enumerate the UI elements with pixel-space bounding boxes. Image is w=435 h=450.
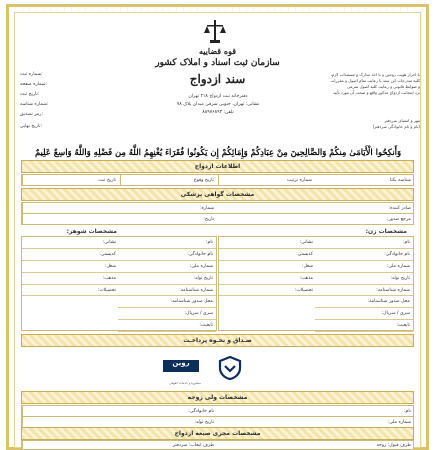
org-line1: قوه قضاییه: [198, 46, 237, 56]
field-label: محل صدور شناسنامه:: [367, 299, 410, 305]
notice-line: (نام و نام خانوادگی سردفتر): [372, 124, 420, 129]
notice-line: مهر و امضای سردفتر: [384, 118, 420, 123]
reg-date-field[interactable]: تاریخ ثبت: [98, 178, 116, 183]
notice-line: با احراز هویت زوجین و با اخذ مدارک و مستندات لازم،: [330, 72, 420, 77]
dowry-band: [21, 334, 414, 347]
field-label: کدپستی:: [296, 251, 313, 257]
wife-field[interactable]: [315, 320, 413, 332]
wife-field[interactable]: [219, 237, 316, 249]
serial-field[interactable]: شماره ترتیب: [287, 178, 312, 183]
field-label: سری / سریال:: [184, 311, 213, 317]
field-label: کدپستی:: [99, 251, 116, 257]
guardian-lastname-field[interactable]: نام خانوادگی:: [188, 409, 214, 414]
wife-field[interactable]: [315, 285, 413, 297]
wife-field[interactable]: [219, 249, 316, 261]
field-label: شماره ملی:: [189, 263, 213, 269]
wife-fields: [218, 236, 414, 331]
husband-field[interactable]: [22, 273, 119, 285]
emblem-icon: [203, 18, 227, 46]
field-label: شغل:: [301, 263, 313, 269]
wife-field[interactable]: [219, 273, 316, 285]
tracking-label: رمز تصدیق:: [20, 112, 44, 117]
medical-date-field[interactable]: تاریخ:: [203, 217, 214, 222]
page-no-label: شماره صفحه:: [20, 82, 48, 87]
field-label: تاریخ تولد:: [193, 275, 213, 281]
national-code-label: شماره شناسه:: [20, 102, 49, 107]
wife-field[interactable]: [315, 296, 413, 308]
notice-line: و ضوابط قانونی و رعایت کلیه اصول شرعی: [347, 84, 420, 89]
wife-field[interactable]: [315, 261, 413, 273]
husband-field[interactable]: [118, 249, 216, 261]
field-label: تحصیلات:: [294, 287, 313, 293]
field-label: نام خانوادگی:: [384, 251, 410, 257]
husband-field[interactable]: [22, 261, 119, 273]
husband-field[interactable]: [22, 285, 119, 297]
medical-issuer-field[interactable]: صادر کننده:: [388, 206, 411, 211]
officiant-row: [21, 440, 414, 450]
field-label: مذهب:: [299, 275, 313, 281]
field-label: نام:: [205, 240, 213, 245]
medical-band: [21, 188, 414, 201]
office-phone: تلفن: ۸۸۹۷۶۸۹۳: [202, 110, 234, 115]
field-label: نشانی:: [299, 240, 313, 245]
quran-verse: وَأَنكِحُوا الْأَيَامَىٰ مِنكُمْ وَالصَّالِحِينَ مِنْ عِبَادِكُمْ وَإِمَائِكُمْ إِن يَكُونُوا فُقَرَاءَ يُغْنِهِمُ اللَّهُ مِن فَضْلِهِ وَاللَّهُ وَاسِعٌ عَلِيمٌ: [34, 147, 402, 157]
guardian-birthdate-field[interactable]: تاریخ تولد:: [194, 420, 214, 425]
wife-guardian-title: مشخصات ولی زوجه: [187, 394, 248, 401]
wife-field[interactable]: [219, 285, 316, 297]
marriage-info-title: اطلاعات ازدواج: [194, 163, 241, 170]
notice-line: کلیه مندرجات این سند با رعایت تمام اصول و مقررات: [330, 78, 420, 83]
field-label: محل صدور شناسنامه:: [170, 299, 213, 305]
husband-field[interactable]: [118, 308, 216, 320]
officiant-title: مشخصات مجری صیغه ازدواج: [174, 430, 261, 437]
field-label: شماره شناسنامه:: [179, 287, 213, 293]
husband-fields: [21, 236, 217, 331]
medical-row-2: [21, 213, 414, 225]
field-label: شماره ملی:: [386, 263, 410, 269]
husband-field[interactable]: [118, 261, 216, 273]
wife-field[interactable]: [315, 273, 413, 285]
officiant-left-field[interactable]: طرف ایجاب: سردفتر: [172, 443, 214, 448]
medical-title: مشخصات گواهی پزشکی: [180, 191, 255, 198]
field-label: نام:: [402, 240, 410, 245]
date-label: تاریخ ثبت:: [20, 92, 40, 97]
field-label: نشانی:: [102, 240, 116, 245]
logo-name: روین: [172, 359, 190, 367]
office-name: دفترخانه ثبت ازدواج ۲۱۸ تهران: [188, 94, 248, 99]
marriage-date-field[interactable]: تاریخ وقوع: [193, 178, 214, 183]
medical-ref-field[interactable]: مرجع صدور:: [386, 217, 411, 222]
marriage-info-band: [21, 160, 414, 173]
husband-field[interactable]: [118, 273, 216, 285]
husband-heading: مشخصات شوهر:: [66, 228, 117, 235]
field-label: تاریخ تولد:: [390, 275, 410, 281]
guardian-name-field[interactable]: نام:: [403, 409, 411, 414]
medical-number-field[interactable]: شماره:: [199, 206, 214, 211]
field-label: تحصیلات:: [97, 287, 116, 293]
field-label: شماره شناسنامه:: [376, 287, 410, 293]
wife-field[interactable]: [315, 249, 413, 261]
document-title: سند ازدواج: [189, 72, 246, 86]
wife-field[interactable]: [219, 261, 316, 273]
field-label: سری / سریال:: [381, 311, 410, 317]
wife-field[interactable]: [315, 237, 413, 249]
unique-id-field[interactable]: شناسه یکتا: [389, 178, 411, 183]
field-label: تابعیت:: [396, 323, 410, 329]
org-line2: سازمان ثبت اسناد و املاک کشور: [155, 58, 280, 68]
husband-field[interactable]: [118, 296, 216, 308]
husband-field[interactable]: [118, 237, 216, 249]
husband-field[interactable]: [118, 320, 216, 332]
husband-field[interactable]: [118, 285, 216, 297]
husband-field[interactable]: [22, 237, 119, 249]
office-address: نشانی: تهران، جنوبی شرقی میدان پلاک ۷۸: [176, 102, 260, 107]
officiant-band: [21, 427, 414, 440]
logo-tagline: مشاوره و خدمات حقوقی: [169, 381, 201, 385]
marriage-info-row: [21, 174, 414, 186]
shield-logo-icon: [218, 356, 242, 380]
officiant-right-field[interactable]: طرف قبول: زوجه: [376, 443, 411, 448]
field-label: مذهب:: [102, 275, 116, 281]
final-date-label: تاریخ نهایی:: [20, 124, 43, 129]
reg-no-label: شماره ثبت:: [20, 72, 43, 77]
field-label: شغل:: [104, 263, 116, 269]
wife-guardian-band: [21, 391, 414, 404]
guardian-national-id-field[interactable]: شماره ملی:: [387, 420, 411, 425]
field-label: تابعیت:: [199, 323, 213, 329]
husband-field[interactable]: [22, 249, 119, 261]
field-label: نام خانوادگی:: [187, 251, 213, 257]
wife-field[interactable]: [315, 308, 413, 320]
notice-line: نزد اینجانب ازدواج مذکور واقع و صحت آن مورد تأیید: [332, 90, 420, 95]
wife-heading: مشخصات زن:: [365, 228, 407, 235]
dowry-title: صـداق و نحـوه پرداخـت: [183, 337, 252, 344]
